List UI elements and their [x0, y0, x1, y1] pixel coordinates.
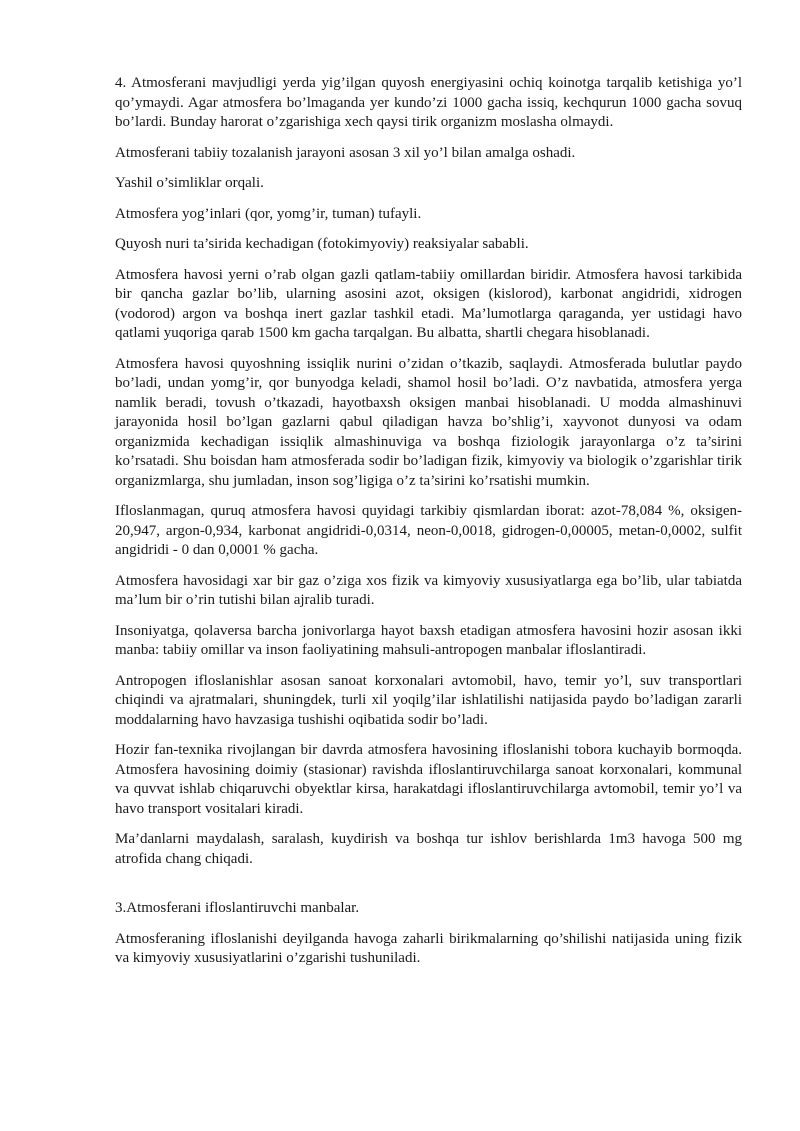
paragraph-composition: Ifloslanmagan, quruq atmosfera havosi quyidagi tarkibiy qismlardan iborat: azot-78,084 %, oksigen-20,947, argon-0,934, karbonat angidridi-0,0314, neon-0,0018, gidrogen-0,00005, metan-0,0002, sulfit angidridi - 0 dan 0,0001 % gacha. — [115, 503, 742, 558]
paragraph-natural-cleaning: Atmosferani tabiiy tozalanish jarayoni asosan 3 xil yo’l bilan amalga oshadi. — [115, 144, 576, 161]
section-heading: 3.Atmosferani ifloslantiruvchi manbalar. — [115, 900, 360, 916]
paragraph-technology: Hozir fan-texnika rivojlangan bir davrda atmosfera havosining ifloslanishi tobora kuchayib bormoqda. Atmosfera havosining doimiy (stasionar) ravishda ifloslantiruvchilarga sanoat korxonalari, kommunal va quvvat ishlab chiqaruvchi obyektlar kirsa, harakatdagi ifloslantiruvchilarga avtomobil, temir yo’l va havo transport vositalari kiradi. — [115, 742, 742, 817]
paragraph-pollution-sources: Insoniyatga, qolaversa barcha jonivorlarga hayot baxsh etadigan atmosfera havosini hozir asosan ikki manba: tabiiy omillar va inson faoliyatining mahsuli-antropogen manbalar ifloslantiradi. — [115, 622, 742, 658]
paragraph-ore-dust: Ma’danlarni maydalash, saralash, kuydirish va boshqa tur ishlov berishlarda 1m3 havoga 500 mg atrofida chang chiqadi. — [115, 831, 742, 867]
paragraph-anthropogen: Antropogen ifloslanishlar asosan sanoat korxonalari avtomobil, havo, temir yo’l, suv transportlari chiqindi va ajratmalari, shuningdek, turli xil yoqilg’ilar ishlatilishi natijasida paydo bo’ladigan zararli moddalarning havo havzasiga tushishi oqibatida sodir bo’ladi. — [115, 672, 742, 728]
paragraph-precipitation: Atmosfera yog’inlari (qor, yomg’ir, tuman) tufayli. — [115, 205, 422, 222]
paragraph-photochemical: Quyosh nuri ta’sirida kechadigan (fotokimyoviy) reaksiyalar sababli. — [115, 236, 529, 252]
paragraph-green-plants: Yashil o’simliklar orqali. — [115, 175, 264, 191]
paragraph-air-layer: Atmosfera havosi yerni o’rab olgan gazli qatlam-tabiiy omillardan biridir. Atmosfera havosi tarkibida bir qancha gazlar bo’lib, ularning asosini azot, oksigen (kislorod), karbonat angidridi, xidrogen (vodorod) argon va boshqa inert gazlar tashkil etadi. Ma’lumotlarga qaraganda, yer ustidagi havo qatlami yuqoriga qarab 1500 km gacha tarqalgan. Bu albatta, shartli chegara hisoblanadi. — [115, 266, 742, 341]
document-page — [115, 74, 742, 980]
paragraph-heat-retention: Atmosfera havosi quyoshning issiqlik nurini o’zidan o’tkazib, saqlaydi. Atmosferada bulutlar paydo bo’ladi, undan yomg’ir, qor bunyodga keladi, shamol hosil bo’ladi. O’z navbatida, atmosfera yerga namlik beradi, tovush o’tkazadi, hayotbaxsh oksigen manbai hisoblanadi. U modda almashinuvi jarayonida hosil bo’lgan gazlarni qabul qiladigan havza bo’shlig’i, xayvonot dunyosi va odam organizmida kechadigan issiqlik almashinuviga va boshqa fiziologik jarayonlarga o’z ta’sirini ko’rsatadi. Shu boisdan ham atmosferada sodir bo’ladigan fizik, kimyoviy va biologik o’zgarishlar tirik organizmlarga, shu jumladan, inson sog’ligiga o’z ta’sirini ko’rsatishi mumkin. — [115, 355, 742, 489]
paragraph-gas-properties: Atmosfera havosidagi xar bir gaz o’ziga xos fizik va kimyoviy xususiyatlarga ega bo’lib, ular tabiatda ma’lum bir o’rin tutishi bilan ajralib turadi. — [115, 572, 742, 608]
paragraph-solar-energy: 4. Atmosferani mavjudligi yerda yig’ilgan quyosh energiyasini ochiq koinotga tarqalib ketishiga yo’l qo’ymaydi. Agar atmosfera bo’lmaganda yer kundo’zi 1000 gacha issiq, kechqurun 1000 gacha sovuq bo’lardi. Bunday harorat o’zgarishiga xech qaysi tirik organizm moslasha olmaydi. — [115, 75, 742, 130]
paragraph-definition: Atmosferaning ifloslanishi deyilganda havoga zaharli birikmalarning qo’shilishi natijasida uning fizik va kimyoviy xususiyatlarini o’zgarishi tushuniladi. — [115, 930, 742, 966]
